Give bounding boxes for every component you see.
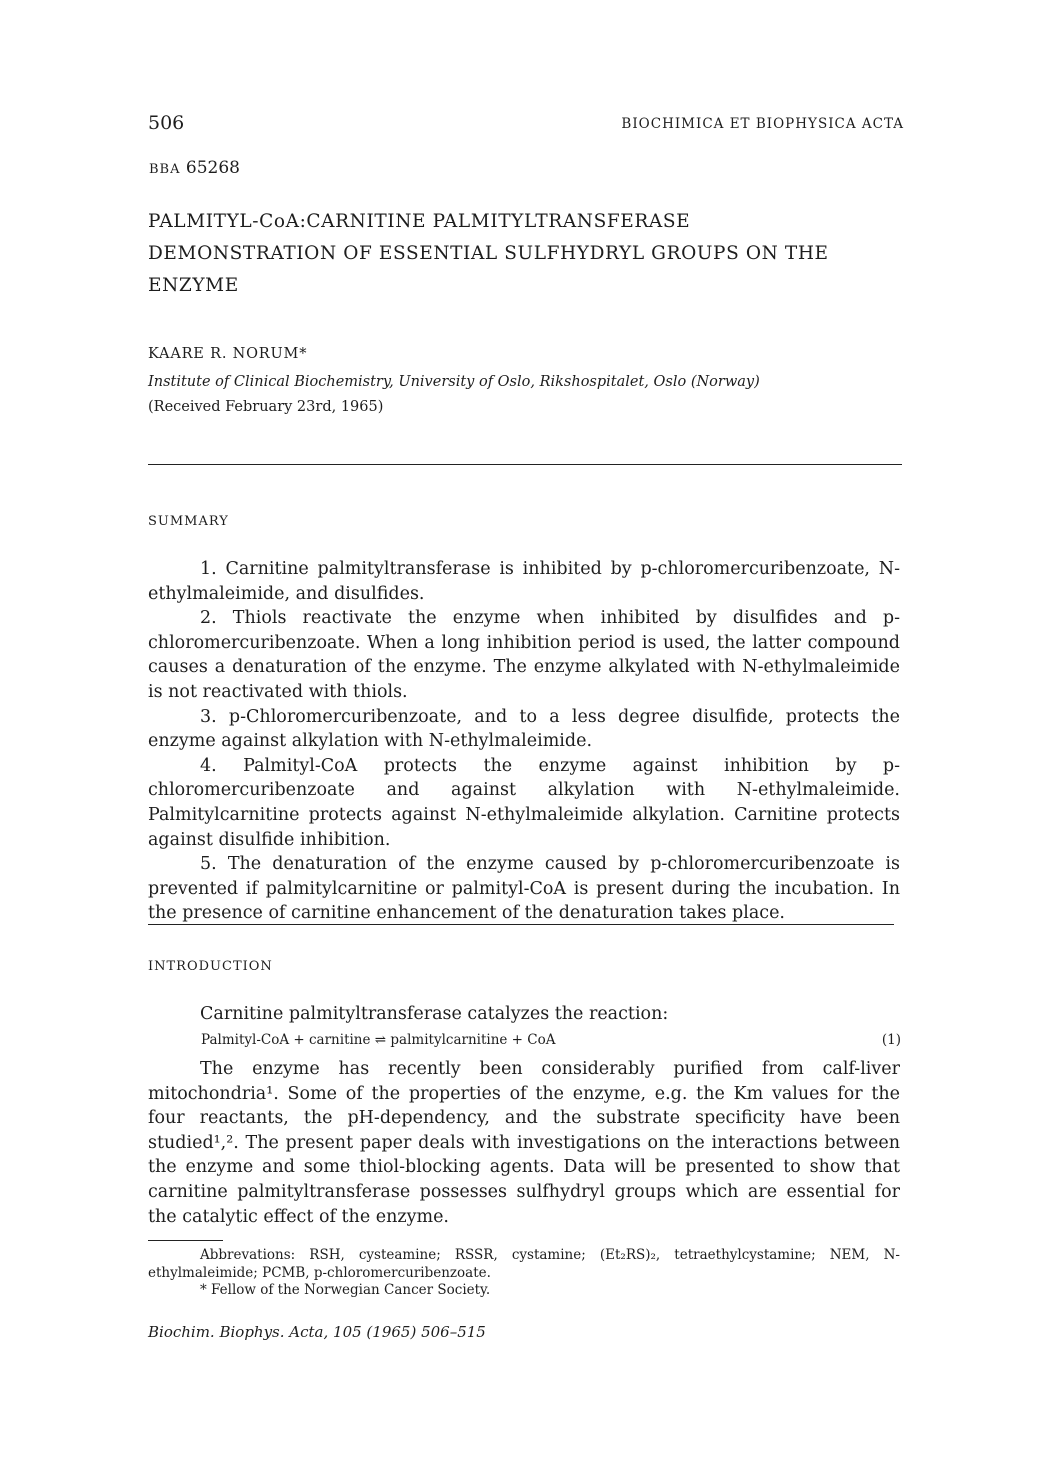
journal-citation: Biochim. Biophys. Acta, 105 (1965) 506–515 <box>148 1323 486 1341</box>
page-number: 506 <box>148 112 185 134</box>
footnote-fellow: * Fellow of the Norwegian Cancer Society. <box>200 1282 491 1298</box>
introduction-body <box>148 1057 900 1229</box>
summary-paragraph: 2. Thiols reactivate the enzyme when inhibited by disulfides and p-chloromercuribenzoate. When a long inhibition period is used, the latter compound causes a denaturation of the enzyme. The enzyme alkylated with N-ethylmaleimide is not reactivated with thiols. <box>148 608 900 702</box>
footnotes <box>148 1247 900 1300</box>
divider-top <box>148 464 902 465</box>
summary-body <box>148 557 900 926</box>
footnote-abbreviations: Abbrevations: RSH, cysteamine; RSSR, cystamine; (Et₂RS)₂, tetraethylcystamine; NEM, N-ethylmaleimide; PCMB, p-chloromercuribenzoate. <box>148 1247 900 1281</box>
journal-name: BIOCHIMICA ET BIOPHYSICA ACTA <box>621 116 904 132</box>
equation-number: (1) <box>881 1032 901 1048</box>
introduction-lead <box>148 1002 900 1027</box>
summary-heading: SUMMARY <box>148 514 229 529</box>
summary-paragraph: 3. p-Chloromercuribenzoate, and to a less degree disulfide, protects the enzyme against alkylation with N-ethylmaleimide. <box>148 706 900 752</box>
received-date: (Received February 23rd, 1965) <box>148 399 384 415</box>
summary-paragraph: 4. Palmityl-CoA protects the enzyme against inhibition by p-chloromercuribenzoate and against alkylation with N-ethylmaleimide. Palmitylcarnitine protects against N-ethylmaleimide alkylation. Carnitine protects against disulfide inhibition. <box>148 755 900 850</box>
author-name: KAARE R. NORUM* <box>148 346 308 362</box>
title-line: DEMONSTRATION OF ESSENTIAL SULFHYDRYL GROUPS ON THE <box>148 243 829 264</box>
title-line: PALMITYL-CoA:CARNITINE PALMITYLTRANSFERASE <box>148 211 691 232</box>
introduction-lead-text: Carnitine palmityltransferase catalyzes the reaction: <box>200 1004 669 1024</box>
footnote-divider <box>148 1240 223 1241</box>
author-affiliation: Institute of Clinical Biochemistry, University of Oslo, Rikshospitalet, Oslo (Norway) <box>148 374 760 390</box>
introduction-paragraph: The enzyme has recently been considerably purified from calf-liver mitochondria¹. Some of the properties of the enzyme, e.g. the Km values for the four reactants, the pH-dependency, and the substrate specificity have been studied¹,². The present paper deals with investigations on the interactions between the enzyme and some thiol-blocking agents. Data will be presented to show that carnitine palmityltransferase possesses sulfhydryl groups which are essential for the catalytic effect of the enzyme. <box>148 1059 900 1227</box>
reaction-text: Palmityl-CoA + carnitine ⇌ palmitylcarnitine + CoA <box>201 1032 556 1048</box>
bba-code-prefix: BBA <box>149 162 181 177</box>
summary-paragraph: 1. Carnitine palmityltransferase is inhibited by p-chloromercuribenzoate, N-ethylmaleimide, and disulfides. <box>148 559 900 604</box>
article-title <box>148 206 908 302</box>
bba-code <box>149 158 240 178</box>
bba-code-number: 65268 <box>185 158 240 178</box>
summary-paragraph: 5. The denaturation of the enzyme caused by p-chloromercuribenzoate is prevented if palmitylcarnitine or palmityl-CoA is present during the incubation. In the presence of carnitine enhancement of the denaturation takes place. <box>148 854 900 924</box>
title-line: ENZYME <box>148 275 239 296</box>
introduction-heading: INTRODUCTION <box>148 959 273 974</box>
divider-bottom <box>148 924 894 925</box>
